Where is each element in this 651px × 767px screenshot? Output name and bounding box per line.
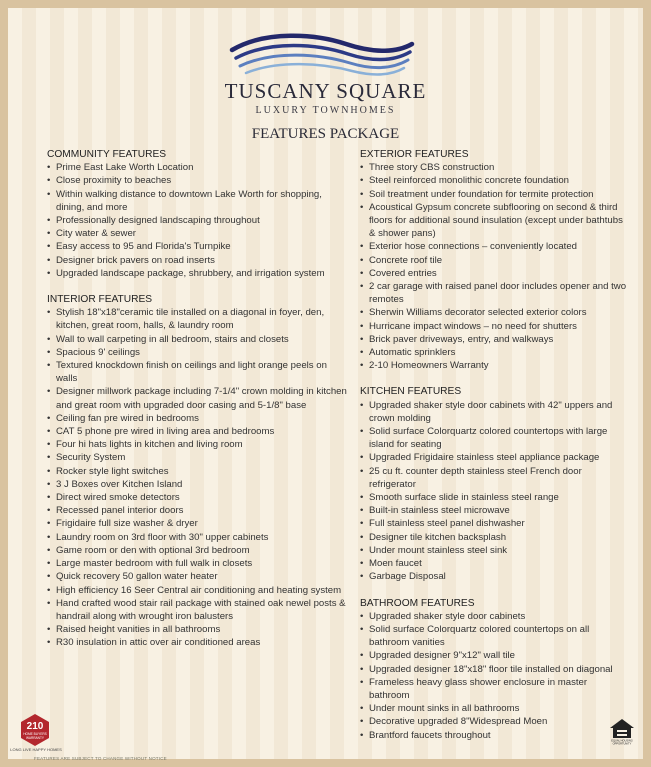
interior-heading: INTERIOR FEATURES	[47, 294, 153, 306]
list-item: • High efficiency 16 Seer Central air conditioning and heating system	[47, 584, 347, 597]
list-item: • Upgraded shaker style door cabinets	[360, 610, 628, 623]
list-item: • Sherwin Williams decorator selected exterior colors	[360, 306, 628, 319]
left-column	[47, 148, 347, 659]
eho-line1: EQUAL HOUSING	[611, 739, 633, 743]
list-item: • Concrete roof tile	[360, 254, 628, 267]
list-item: • Direct wired smoke detectors	[47, 491, 347, 504]
list-item: • City water & sewer	[47, 227, 347, 240]
list-item: • Solid surface Colorquartz colored countertops with large island for seating	[360, 425, 628, 451]
interior-list	[47, 306, 347, 649]
package-title: FEATURES PACKAGE	[251, 126, 400, 142]
list-item: • Designer millwork package including 7-1/4" crown molding in kitchen and great room with upgraded door casing and 5-1/8" base	[47, 385, 347, 411]
list-item: • Brick paver driveways, entry, and walkways	[360, 333, 628, 346]
bathroom-list	[360, 610, 628, 742]
community-section	[47, 148, 347, 280]
list-item: • Smooth surface slide in stainless steel range	[360, 491, 628, 504]
exterior-list	[360, 161, 628, 372]
wave-logo-icon	[226, 30, 418, 82]
equal-housing-icon	[608, 717, 636, 745]
list-item: • Three story CBS construction	[360, 161, 628, 174]
kitchen-list	[360, 399, 628, 584]
list-item: • 2-10 Homeowners Warranty	[360, 359, 628, 372]
list-item: • Hurricane impact windows – no need for shutters	[360, 320, 628, 333]
list-item: • Brantford faucets throughout	[360, 729, 628, 742]
list-item: • Four hi hats lights in kitchen and living room	[47, 438, 347, 451]
community-list	[47, 161, 347, 280]
list-item: • Steel reinforced monolithic concrete foundation	[360, 174, 628, 187]
kitchen-section	[360, 385, 628, 583]
list-item: • Decorative upgraded 8"Widespread Moen	[360, 715, 628, 728]
list-item: • Spacious 9' ceilings	[47, 346, 347, 359]
list-item: • Close proximity to beaches	[47, 174, 347, 187]
list-item: • Frigidaire full size washer & dryer	[47, 517, 347, 530]
list-item: • Quick recovery 50 gallon water heater	[47, 570, 347, 583]
badge-tagline: LONG LIVE HAPPY HOMES	[10, 747, 62, 752]
list-item: • Exterior hose connections – conveniently located	[360, 240, 628, 253]
badge-line2: WARRANTY	[25, 736, 45, 740]
list-item: • Large master bedroom with full walk in closets	[47, 557, 347, 570]
list-item: • R30 insulation in attic over air conditioned areas	[47, 636, 347, 649]
list-item: • Ceiling fan pre wired in bedrooms	[47, 412, 347, 425]
list-item: • CAT 5 phone pre wired in living area and bedrooms	[47, 425, 347, 438]
community-heading: COMMUNITY FEATURES	[47, 149, 167, 160]
list-item: • Upgraded landscape package, shrubbery, and irrigation system	[47, 267, 347, 280]
list-item: • Solid surface Colorquartz colored countertops on all bathroom vanities	[360, 623, 628, 649]
list-item: • Upgraded Frigidaire stainless steel appliance package	[360, 451, 628, 464]
list-item: • Rocker style light switches	[47, 465, 347, 478]
list-item: • Built-in stainless steel microwave	[360, 504, 628, 517]
exterior-section	[360, 148, 628, 372]
exterior-heading: EXTERIOR FEATURES	[360, 149, 469, 160]
list-item: • Acoustical Gypsum concrete subflooring on second & third floors for additional sound insulation (except under bathtubs & shower pans)	[360, 201, 628, 241]
list-item: • Security System	[47, 451, 347, 464]
kitchen-heading: KITCHEN FEATURES	[360, 386, 462, 398]
right-column	[360, 148, 628, 751]
list-item: • 3 J Boxes over Kitchen Island	[47, 478, 347, 491]
list-item: • Hand crafted wood stair rail package with stained oak newel posts & handrail along with wrought iron balusters	[47, 597, 347, 623]
brand-subtitle: LUXURY TOWNHOMES	[255, 105, 396, 116]
list-item: • Soil treatment under foundation for termite protection	[360, 188, 628, 201]
list-item: • Wall to wall carpeting in all bedroom, stairs and closets	[47, 333, 347, 346]
badge-number: 210	[26, 721, 44, 732]
list-item: • Game room or den with optional 3rd bedroom	[47, 544, 347, 557]
bathroom-heading: BATHROOM FEATURES	[360, 597, 475, 609]
list-item: • Under mount sinks in all bathrooms	[360, 702, 628, 715]
badge-tagline-wrap	[6, 745, 66, 753]
list-item: • Upgraded shaker style door cabinets with 42" uppers and crown molding	[360, 399, 628, 425]
brand-title: TUSCANY SQUARE	[224, 79, 427, 103]
list-item: • Prime East Lake Worth Location	[47, 161, 347, 174]
interior-section	[47, 293, 347, 649]
list-item: • 25 cu ft. counter depth stainless steel French door refrigerator	[360, 465, 628, 491]
list-item: • Professionally designed landscaping throughout	[47, 214, 347, 227]
list-item: • Textured knockdown finish on ceilings and light orange peels on walls	[47, 359, 347, 385]
list-item: • Designer tile kitchen backsplash	[360, 531, 628, 544]
list-item: • Stylish 18"x18"ceramic tile installed on a diagonal in foyer, den, kitchen, great room, halls, & laundry room	[47, 306, 347, 332]
list-item: • Laundry room on 3rd floor with 30" upper cabinets	[47, 531, 347, 544]
list-item: • Raised height vanities in all bathrooms	[47, 623, 347, 636]
list-item: • Garbage Disposal	[360, 570, 628, 583]
list-item: • Frameless heavy glass shower enclosure in master bathroom	[360, 676, 628, 702]
warranty-badge-icon	[18, 713, 52, 747]
list-item: • 2 car garage with raised panel door includes opener and two remotes	[360, 280, 628, 306]
bathroom-section	[360, 597, 628, 742]
list-item: • Easy access to 95 and Florida's Turnpike	[47, 240, 347, 253]
badge-line1: HOME BUYERS	[23, 732, 47, 736]
list-item: • Recessed panel interior doors	[47, 504, 347, 517]
list-item: • Designer brick pavers on road inserts	[47, 254, 347, 267]
list-item: • Covered entries	[360, 267, 628, 280]
list-item: • Upgraded designer 9"x12" wall tile	[360, 649, 628, 662]
list-item: • Upgraded designer 18"x18" floor tile installed on diagonal	[360, 663, 628, 676]
eho-line2: OPPORTUNITY	[612, 742, 632, 745]
list-item: • Full stainless steel panel dishwasher	[360, 517, 628, 530]
list-item: • Under mount stainless steel sink	[360, 544, 628, 557]
list-item: • Automatic sprinklers	[360, 346, 628, 359]
list-item: • Moen faucet	[360, 557, 628, 570]
list-item: • Within walking distance to downtown Lake Worth for shopping, dining, and more	[47, 188, 347, 214]
footnote: FEATURES ARE SUBJECT TO CHANGE WITHOUT NOTICE	[34, 756, 167, 761]
